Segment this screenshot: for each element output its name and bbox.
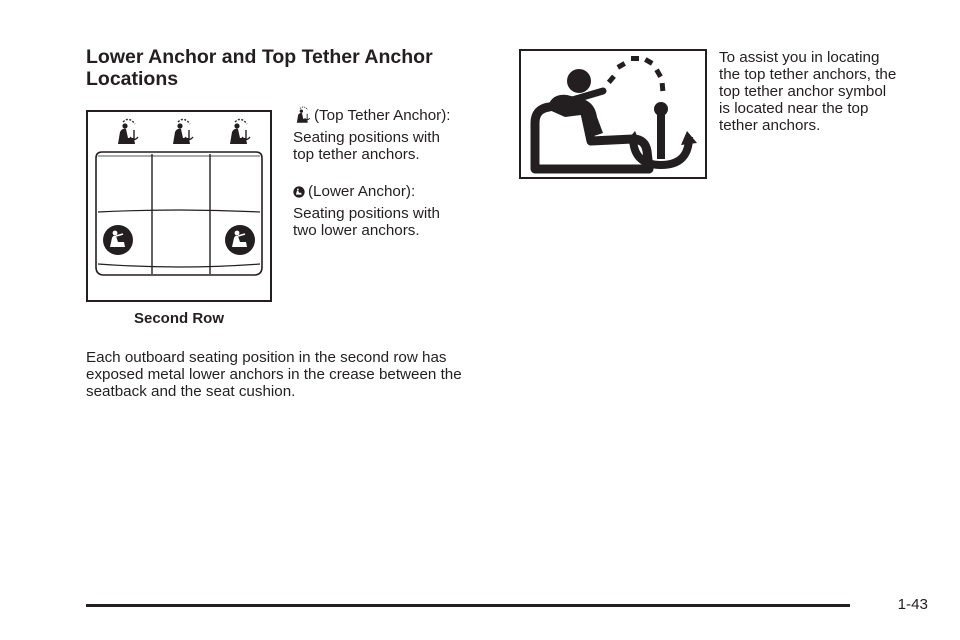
para1-line-3: seatback and the seat cushion. [86, 383, 296, 400]
title-line-2: Locations [86, 68, 179, 90]
child-arm [569, 91, 603, 101]
tether-anchor-symbol-figure [519, 49, 707, 179]
para2-line-5: tether anchors. [719, 117, 821, 134]
tether-legend-desc [293, 129, 503, 163]
outboard-anchor-paragraph [86, 349, 496, 400]
page-number: 1-43 [897, 596, 928, 613]
figure-caption: Second Row [133, 310, 224, 327]
para2-line-2: the top tether anchors, the [719, 66, 897, 83]
para2-line-3: top tether anchor symbol [719, 83, 887, 100]
lower-anchor-icon [293, 186, 305, 198]
lower-desc-line-2: two lower anchors. [293, 222, 420, 239]
legend-top-tether [293, 106, 503, 163]
tether-arc-dashes [607, 56, 665, 91]
lower-anchor-icon-right [225, 225, 255, 255]
tether-desc-line-1: Seating positions with [293, 129, 440, 146]
lower-desc-line-1: Seating positions with [293, 205, 440, 222]
lower-legend-label: (Lower Anchor): [308, 183, 416, 200]
tether-symbol-paragraph [719, 49, 934, 134]
legend-lower-anchor [293, 183, 503, 239]
tether-icon-center [173, 119, 193, 144]
tether-icon-right [230, 119, 250, 144]
para2-line-4: is located near the top [719, 100, 869, 117]
tether-desc-line-2: top tether anchors. [293, 146, 420, 163]
second-row-seat-diagram [86, 110, 272, 302]
title-line-1: Lower Anchor and Top Tether Anchor [86, 46, 433, 68]
child-head [567, 69, 591, 93]
top-tether-anchor-icon [293, 106, 311, 124]
lower-legend-desc [293, 205, 503, 239]
anchor-symbol [625, 102, 697, 165]
page-title [86, 46, 486, 90]
tether-legend-label: (Top Tether Anchor): [314, 106, 451, 124]
para2-line-1: To assist you in locating [719, 49, 880, 66]
tether-icon-left [118, 119, 138, 144]
para1-line-1: Each outboard seating position in the second row has [86, 349, 447, 366]
footer-rule [86, 604, 850, 607]
para1-line-2: exposed metal lower anchors in the crease between the [86, 366, 462, 383]
lower-anchor-icon-left [103, 225, 133, 255]
